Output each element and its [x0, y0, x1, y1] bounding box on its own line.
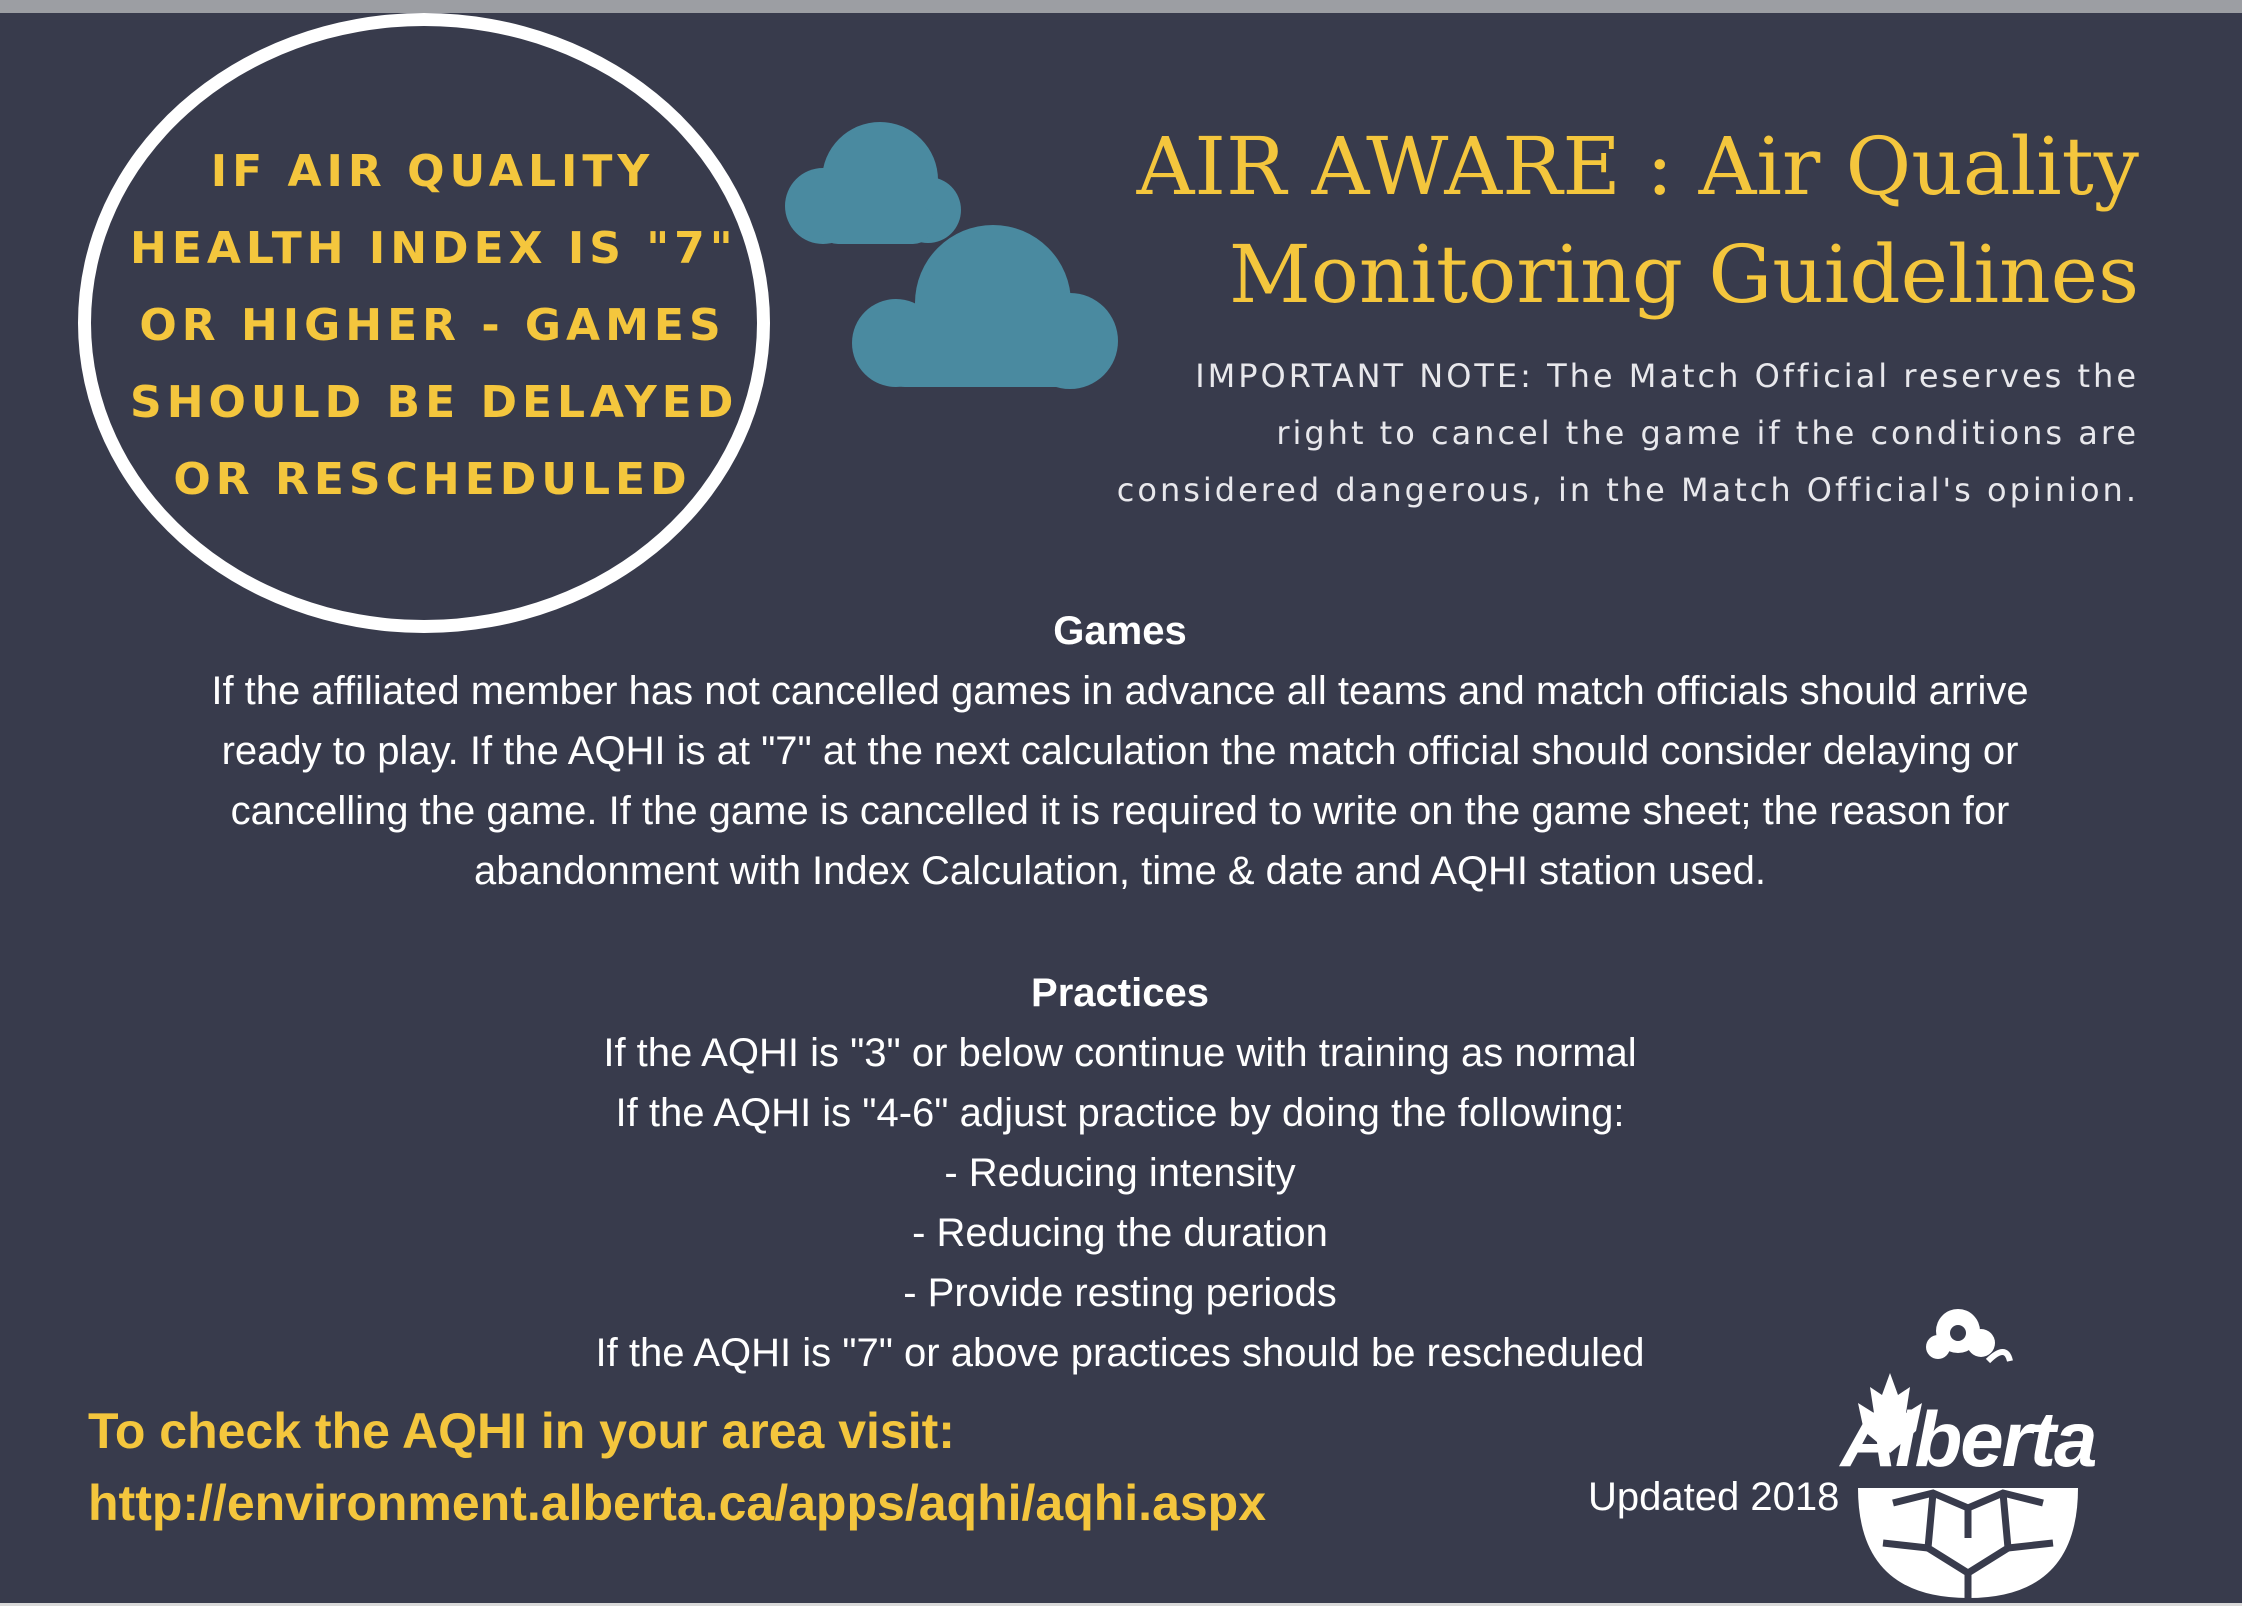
callout-line: OR HIGHER - GAMES [139, 300, 726, 351]
practices-line: If the AQHI is "3" or below continue with training as normal [603, 1031, 1637, 1075]
callout-line: IF AIR QUALITY [210, 146, 655, 197]
cloud-icon [838, 221, 1120, 389]
practices-line: - Reducing the duration [912, 1211, 1328, 1255]
games-line: ready to play. If the AQHI is at "7" at the next calculation the match official should consider delaying or [221, 729, 2019, 773]
practices-line: If the AQHI is "7" or above practices should be rescheduled [595, 1331, 1645, 1375]
cta-text: To check the AQHI in your area visit: [88, 1403, 955, 1459]
practices-line: - Provide resting periods [903, 1271, 1337, 1315]
games-line: If the affiliated member has not cancelled games in advance all teams and match officials should arrive [211, 669, 2029, 713]
top-border [0, 0, 2242, 13]
note-line: IMPORTANT NOTE: The Match Official reserves the [1195, 357, 2139, 395]
callout-text [130, 133, 739, 518]
games-section [60, 601, 2180, 901]
aqhi-link[interactable]: http://environment.alberta.ca/apps/aqhi/aqhi.aspx [88, 1475, 1267, 1531]
practices-line: - Reducing intensity [944, 1151, 1296, 1195]
practices-heading: Practices [1031, 971, 1209, 1015]
important-note [1117, 348, 2139, 519]
aqhi-call-to-action [88, 1395, 1266, 1539]
note-line: considered dangerous, in the Match Official's opinion. [1116, 471, 2139, 509]
title-line: Monitoring Guidelines [1228, 228, 2139, 321]
games-heading: Games [1053, 609, 1187, 653]
logo-wordmark: Alberta [1840, 1395, 2096, 1483]
updated-date: Updated 2018 [1588, 1475, 1840, 1519]
title-line: AIR AWARE : Air Quality [1136, 120, 2139, 213]
practices-line: If the AQHI is "4-6" adjust practice by doing the following: [615, 1091, 1625, 1135]
callout-line: HEALTH INDEX IS "7" [130, 223, 738, 274]
alberta-soccer-logo [1838, 1303, 2098, 1603]
page-title [1137, 113, 2139, 329]
callout-line: OR RESCHEDULED [173, 454, 692, 505]
games-line: abandonment with Index Calculation, time & date and AQHI station used. [474, 849, 1766, 893]
games-line: cancelling the game. If the game is cancelled it is required to write on the game sheet; the reason for [230, 789, 2010, 833]
note-line: right to cancel the game if the conditions are [1276, 414, 2139, 452]
callout-line: SHOULD BE DELAYED [130, 377, 739, 428]
poster [0, 13, 2242, 1603]
